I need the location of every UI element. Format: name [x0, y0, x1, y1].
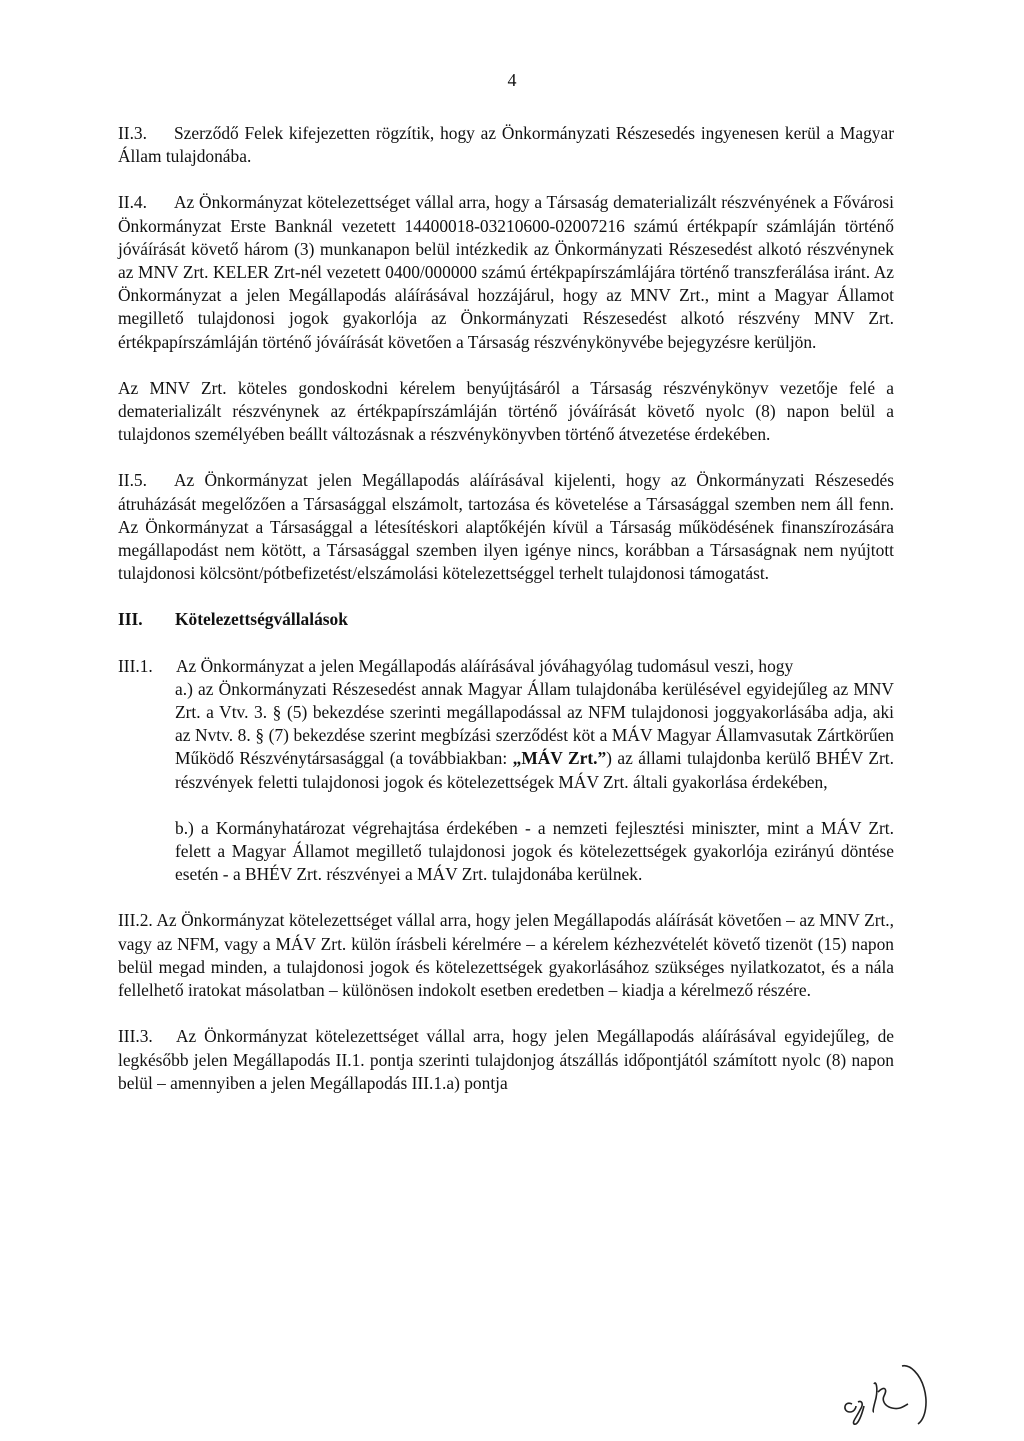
paragraph-2-4-continued — [118, 377, 894, 447]
section-number: II.3. — [118, 123, 147, 143]
paragraph-2-5 — [118, 469, 894, 585]
section-number: II.4. — [118, 192, 147, 213]
paragraph-3-1 — [118, 655, 894, 678]
paragraph-text-tail: ) az állami tulajdonba kerülő BHÉV Zrt. részvények feletti tulajdonosi jogok és kötelezettségek MÁV Zrt. általi gyakorlása érdekében, — [175, 748, 894, 792]
page-number: 4 — [507, 70, 517, 90]
paragraph-3-1-a — [175, 678, 894, 794]
paragraph-text: Az Önkormányzat kötelezettséget vállal arra, hogy a Társaság dematerializált részvényének a Fővárosi Önkormányzat Erste Banknál vezetett 14400018-03210600-02007216 számú értékpapír számláján történő jóváírását követő három (3) munkanapon belül intézkedik az Önkormányzati Részesedést alkotó részvénynek az MNV Zrt. KELER Zrt-nél vezetett 0400/000000 számú értékpapírszámlájára történő transzferálása iránt. Az Önkormányzat a jelen Megállapodás aláírásával hozzájárul, hogy az MNV Zrt., mint a Magyar Államot megillető tulajdonosi jogok gyakorlója az Önkormányzati Részesedést alkotó részvény MNV Zrt. értékpapírszámláján történő jóváírását követően a Társaság részvénykönyvébe bejegyzésre kerüljön. — [118, 192, 894, 352]
defined-term: „MÁV Zrt.” — [512, 748, 607, 769]
paragraph-2-3 — [118, 122, 894, 168]
section-title: Kötelezettségvállalások — [175, 609, 348, 630]
paragraph-text: a.) az Önkormányzati Részesedést annak Magyar Állam tulajdonába kerülésével egyidejűleg az MNV Zrt. a Vtv. 3. § (5) bekezdése szerinti megállapodással az NFM tulajdonosi joggyakorlásába adja, aki az Nvtv. 8. § (7) bekezdése szerint megbízási szerződést köt a MÁV Magyar Államvasutak Zártkörűen Működő Részvénytársasággal (a továbbiakban: — [175, 678, 894, 769]
paragraph-text: Szerződő Felek kifejezetten rögzítik, hogy az Önkormányzati Részesedés ingyenesen kerül a Magyar Állam tulajdonába. — [118, 123, 894, 167]
section-number: III.1. — [118, 655, 153, 676]
paragraph-text: Az MNV Zrt. köteles gondoskodni kérelem benyújtásáról a Társaság részvénykönyv vezetője felé a dematerializált részvénynek az értékpapírszámláján történő jóváírását követő nyolc (8) napon belül a tulajdonos személyében beállt változásnak a részvénykönyvben történő átvezetése érdekében. — [118, 377, 894, 445]
paragraph-text: b.) a Kormányhatározat végrehajtása érdekében - a nemzeti fejlesztési miniszter, mint a MÁV Zrt. felett a Magyar Államot megillető tulajdonosi jogok és kötelezettségek gyakorlója ezirányú döntése esetén - a BHÉV Zrt. részvényei a MÁV Zrt. tulajdonába kerülnek. — [175, 817, 894, 885]
paragraph-text: Az Önkormányzat kötelezettséget vállal arra, hogy jelen Megállapodás aláírását követően – az MNV Zrt., vagy az NFM, vagy a MÁV Zrt. külön írásbeli kérelmére – a kérelem kézhezvételét követő tizenöt (15) napon belül megad minden, a tulajdonosi jogok és kötelezettségek gyakorlásához szükséges nyilatkozatot, és a nála fellelhető iratokat másolatban – különösen indokolt esetben eredetben – kiadja a kérelmező részére. — [118, 910, 895, 1001]
paragraph-2-4 — [118, 191, 894, 353]
paragraph-text: Az Önkormányzat jelen Megállapodás aláírásával kijelenti, hogy az Önkormányzati Részesedés átruházását megelőzően a Társasággal elszámolt, tartozása és követelése a Társasággal szemben nem áll fenn. Az Önkormányzat a Társasággal a létesítéskori alaptőkéjén kívül a Társaság működésének finanszírozására megállapodást nem kötött, a Társasággal szemben ilyen igénye nincs, korábban a Társaságnak nem nyújtott tulajdonosi kölcsönt/pótbefizetést/elszámolási kötelezettséggel terhelt tulajdonosi támogatást. — [118, 470, 894, 584]
section-number: III.2. — [118, 910, 153, 931]
section-number: III.3. — [118, 1026, 153, 1047]
section-heading-3 — [118, 608, 894, 631]
paragraph-3-3 — [118, 1025, 894, 1095]
paragraph-3-2 — [118, 909, 894, 1002]
section-number: II.5. — [118, 470, 147, 491]
document-body — [118, 122, 894, 1095]
paragraph-3-1-b — [175, 817, 894, 887]
paragraph-text: Az Önkormányzat kötelezettséget vállal arra, hogy jelen Megállapodás aláírásával egyidejűleg, de legkésőbb jelen Megállapodás II.1. pontja szerinti tulajdonjog átszállás időpontjától számított nyolc (8) napon belül – amennyiben a jelen Megállapodás III.1.a) pontja — [118, 1026, 894, 1093]
handwritten-initials — [838, 1360, 958, 1430]
section-number: III. — [118, 609, 143, 630]
paragraph-text: Az Önkormányzat a jelen Megállapodás aláírásával jóváhagyólag tudomásul veszi, hogy — [176, 655, 794, 676]
